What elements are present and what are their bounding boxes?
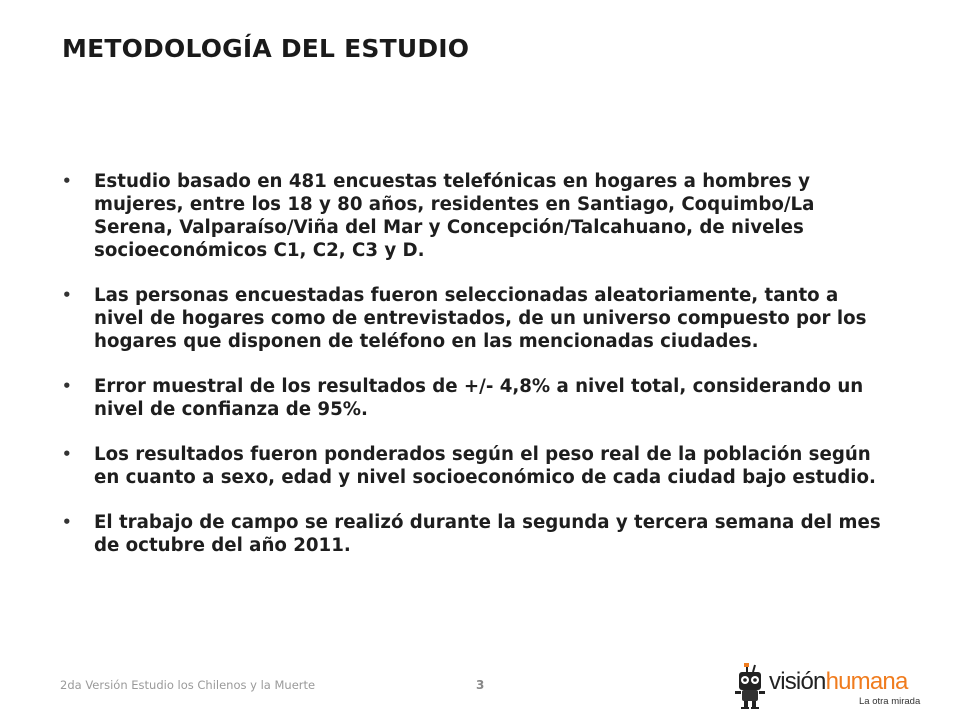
bullet-list — [62, 170, 882, 579]
bullet-marker: • — [62, 172, 72, 190]
slide-title: METODOLOGÍA DEL ESTUDIO — [62, 34, 470, 63]
bullet-text: El trabajo de campo se realizó durante la segunda y tercera semana del mes de octubre del año 2011. — [94, 512, 881, 556]
brand-logo — [733, 662, 933, 712]
bullet-text: Las personas encuestadas fueron seleccionadas aleatoriamente, tanto a nivel de hogares como de entrevistados, de un universo compuesto por los hogares que disponen de teléfono en las mencionadas ciudades. — [94, 285, 867, 352]
mascot-icon — [733, 662, 767, 710]
bullet-item — [62, 443, 882, 489]
page-number: 3 — [476, 678, 485, 692]
logo-tagline: La otra mirada — [859, 696, 921, 707]
bullet-text: Los resultados fueron ponderados según el peso real de la población según en cuanto a sexo, edad y nivel socioeconómico de cada ciudad bajo estudio. — [94, 444, 876, 488]
logo-wordmark — [769, 668, 908, 696]
bullet-marker: • — [62, 377, 72, 395]
footer-text: 2da Versión Estudio los Chilenos y la Muerte — [60, 678, 316, 692]
bullet-item — [62, 511, 882, 557]
bullet-marker: • — [62, 445, 72, 463]
bullet-marker: • — [62, 513, 72, 531]
bullet-item — [62, 170, 882, 262]
bullet-text: Error muestral de los resultados de +/- 4,8% a nivel total, considerando un nivel de confianza de 95%. — [94, 376, 864, 420]
bullet-item — [62, 375, 882, 421]
bullet-text: Estudio basado en 481 encuestas telefónicas en hogares a hombres y mujeres, entre los 18 y 80 años, residentes en Santiago, Coquimbo/La Serena, Valparaíso/Viña del Mar y Concepción/Talcahuano, de niveles socioeconómicos C1, C2, C3 y D. — [94, 171, 815, 261]
bullet-item — [62, 284, 882, 353]
logo-word-humana: humana — [825, 668, 908, 695]
logo-word-vision: visión — [769, 668, 826, 695]
bullet-marker: • — [62, 286, 72, 304]
